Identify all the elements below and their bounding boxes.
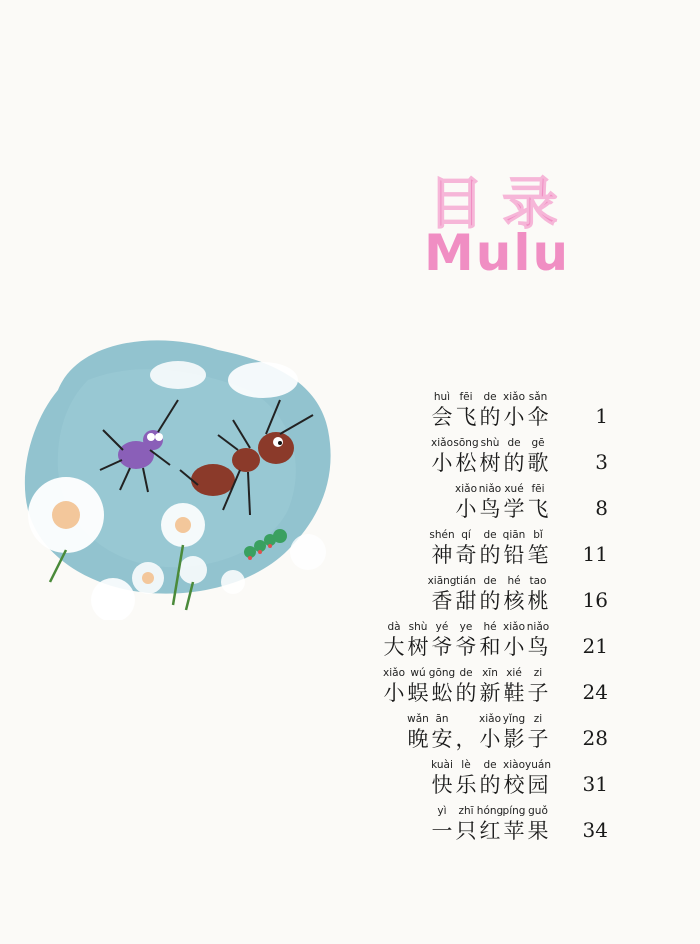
- hanzi: 小: [503, 405, 525, 429]
- title-character: [406, 712, 430, 752]
- hanzi: 学: [503, 497, 525, 521]
- pinyin: yuán: [525, 759, 551, 771]
- title-character: [430, 390, 454, 430]
- pinyin: de: [483, 391, 497, 403]
- pinyin: qiān: [502, 529, 526, 541]
- page-number: 11: [582, 542, 608, 566]
- title-character: [430, 528, 454, 568]
- toc-entry-title: [427, 574, 550, 614]
- pinyin: shén: [429, 529, 455, 541]
- title-character: [430, 712, 454, 752]
- toc-entry[interactable]: [0, 620, 700, 666]
- hanzi: 鸟: [479, 497, 501, 521]
- hanzi: 奇: [455, 543, 477, 567]
- pinyin: sǎn: [528, 391, 548, 403]
- hanzi: 飞: [455, 405, 477, 429]
- pinyin: xiǎo: [479, 713, 501, 725]
- pinyin: yì: [437, 805, 447, 817]
- pinyin: wǎn: [407, 713, 429, 725]
- toc-entry-title: [406, 712, 550, 752]
- title-character: [526, 666, 550, 706]
- pinyin: xiào: [503, 759, 525, 771]
- title-character: [478, 528, 502, 568]
- hanzi: 的: [479, 589, 501, 613]
- toc-entry[interactable]: [0, 758, 700, 804]
- hanzi: 桃: [527, 589, 549, 613]
- pinyin: ye: [459, 621, 473, 633]
- title-character: [526, 620, 550, 660]
- pinyin: yǐng: [502, 713, 526, 725]
- hanzi: 苹: [503, 819, 525, 843]
- pinyin: niǎo: [478, 483, 502, 495]
- title-character: [454, 390, 478, 430]
- hanzi: 的: [503, 451, 525, 475]
- hanzi: 爷: [431, 635, 453, 659]
- pinyin: xiǎo: [383, 667, 405, 679]
- title-character: [478, 574, 502, 614]
- title-character: [430, 436, 454, 476]
- hanzi: 飞: [527, 497, 549, 521]
- pinyin: xué: [504, 483, 524, 495]
- hanzi: 一: [431, 819, 453, 843]
- pinyin: de: [483, 759, 497, 771]
- title-character: [502, 712, 526, 752]
- page-number: 3: [595, 450, 608, 474]
- pinyin: zhī: [458, 805, 474, 817]
- title-character: [454, 804, 478, 844]
- page-number: 8: [595, 496, 608, 520]
- hanzi: 快: [431, 773, 453, 797]
- title-character: [478, 482, 502, 522]
- toc-entry[interactable]: [0, 712, 700, 758]
- title-character: [430, 620, 454, 660]
- hanzi: 的: [455, 681, 477, 705]
- title-character: [382, 666, 406, 706]
- hanzi: ，: [455, 727, 477, 751]
- hanzi: 小: [431, 451, 453, 475]
- toc-entry[interactable]: [0, 436, 700, 482]
- title-character: [526, 436, 550, 476]
- title-character: [502, 436, 526, 476]
- pinyin: xiǎo: [431, 437, 453, 449]
- title-character: [454, 758, 478, 798]
- pinyin: shù: [480, 437, 500, 449]
- hanzi: 鸟: [527, 635, 549, 659]
- pinyin: xīn: [482, 667, 498, 679]
- pinyin: xiǎo: [455, 483, 477, 495]
- title-character: [430, 666, 454, 706]
- hanzi: 会: [431, 405, 453, 429]
- toc-entry[interactable]: [0, 804, 700, 850]
- hanzi: 核: [503, 589, 525, 613]
- hanzi: 晚: [407, 727, 429, 751]
- title-character: [478, 712, 502, 752]
- title-character: [478, 620, 502, 660]
- hanzi: 小: [479, 727, 501, 751]
- hanzi: 歌: [527, 451, 549, 475]
- title-character: [454, 482, 478, 522]
- hanzi: 果: [527, 819, 549, 843]
- page-number: 31: [582, 772, 608, 796]
- hanzi: 的: [479, 773, 501, 797]
- pinyin: shù: [408, 621, 428, 633]
- toc-entry-title: [382, 620, 550, 660]
- hanzi: 新: [479, 681, 501, 705]
- pinyin: wú: [410, 667, 426, 679]
- title-character: [478, 804, 502, 844]
- pinyin: zi: [533, 713, 543, 725]
- toc-entry-title: [430, 804, 550, 844]
- hanzi: 笔: [527, 543, 549, 567]
- toc-entry[interactable]: [0, 574, 700, 620]
- title-character: [406, 666, 430, 706]
- title-character: [454, 712, 478, 752]
- title-character: [430, 804, 454, 844]
- toc-entry[interactable]: [0, 666, 700, 712]
- hanzi: 只: [455, 819, 477, 843]
- pinyin: tao: [529, 575, 547, 587]
- hanzi: 香: [431, 589, 453, 613]
- title-character: [454, 620, 478, 660]
- hanzi: 松: [455, 451, 477, 475]
- hanzi: 校: [503, 773, 525, 797]
- hanzi: 树: [407, 635, 429, 659]
- title-character: [526, 758, 550, 798]
- page-number: 1: [595, 404, 608, 428]
- pinyin: hóng: [476, 805, 504, 817]
- pinyin: de: [483, 529, 497, 541]
- pinyin: gē: [531, 437, 545, 449]
- hanzi: 鞋: [503, 681, 525, 705]
- pinyin: de: [483, 575, 497, 587]
- page-number: 24: [582, 680, 608, 704]
- toc-entry[interactable]: [0, 390, 700, 436]
- contents-title: 目录: [428, 172, 576, 237]
- pinyin: huì: [433, 391, 451, 403]
- title-character: [502, 574, 526, 614]
- hanzi: 的: [479, 543, 501, 567]
- pinyin: yé: [435, 621, 449, 633]
- pinyin: guǒ: [528, 805, 548, 817]
- pinyin: de: [507, 437, 521, 449]
- title-character: [382, 620, 406, 660]
- title-character: [430, 758, 454, 798]
- hanzi: 子: [527, 727, 549, 751]
- toc-entry-title: [430, 758, 550, 798]
- hanzi: 小: [383, 681, 405, 705]
- pinyin: fēi: [459, 391, 473, 403]
- pinyin: hé: [507, 575, 521, 587]
- toc-entry-title: [430, 436, 550, 476]
- pinyin: niǎo: [526, 621, 550, 633]
- title-character: [454, 666, 478, 706]
- page-number: 21: [582, 634, 608, 658]
- title-character: [478, 758, 502, 798]
- pinyin: dà: [387, 621, 401, 633]
- pinyin: xiǎo: [503, 391, 525, 403]
- hanzi: 子: [527, 681, 549, 705]
- toc-entry[interactable]: [0, 528, 700, 574]
- pinyin: kuài: [431, 759, 453, 771]
- pinyin: de: [459, 667, 473, 679]
- pinyin: fēi: [531, 483, 545, 495]
- hanzi: 红: [479, 819, 501, 843]
- hanzi: 大: [383, 635, 405, 659]
- hanzi: 伞: [527, 405, 549, 429]
- contents-title-pinyin: Mulu: [424, 224, 571, 282]
- title-character: [427, 574, 457, 614]
- title-character: [526, 528, 550, 568]
- title-character: [502, 482, 526, 522]
- hanzi: 铅: [503, 543, 525, 567]
- title-character: [526, 712, 550, 752]
- title-character: [406, 620, 430, 660]
- hanzi: 的: [479, 405, 501, 429]
- pinyin: bǐ: [533, 529, 543, 541]
- pinyin: xiǎo: [503, 621, 525, 633]
- title-character: [502, 528, 526, 568]
- hanzi: 蜈: [407, 681, 429, 705]
- title-character: [478, 666, 502, 706]
- toc-entry-title: [454, 482, 550, 522]
- title-character: [526, 390, 550, 430]
- title-character: [454, 436, 478, 476]
- title-character: [454, 574, 478, 614]
- title-character: [526, 804, 550, 844]
- toc-entry-title: [430, 528, 550, 568]
- pinyin: xié: [506, 667, 522, 679]
- title-character: [502, 758, 526, 798]
- pinyin: lè: [461, 759, 471, 771]
- pinyin: xiāng: [427, 575, 457, 587]
- title-character: [502, 804, 526, 844]
- hanzi: 小: [455, 497, 477, 521]
- hanzi: 影: [503, 727, 525, 751]
- toc-entry-title: [430, 390, 550, 430]
- toc-entry[interactable]: [0, 482, 700, 528]
- pinyin: ān: [435, 713, 449, 725]
- hanzi: 树: [479, 451, 501, 475]
- hanzi: 园: [527, 773, 549, 797]
- toc-entry-title: [382, 666, 550, 706]
- hanzi: 神: [431, 543, 453, 567]
- title-character: [502, 620, 526, 660]
- hanzi: 蚣: [431, 681, 453, 705]
- title-character: [526, 574, 550, 614]
- hanzi: 乐: [455, 773, 477, 797]
- pinyin: qí: [461, 529, 471, 541]
- title-character: [454, 528, 478, 568]
- page-number: 28: [582, 726, 608, 750]
- pinyin: píng: [502, 805, 526, 817]
- page-number: 16: [582, 588, 608, 612]
- title-character: [478, 390, 502, 430]
- hanzi: 小: [503, 635, 525, 659]
- page-number: 34: [582, 818, 608, 842]
- hanzi: 安: [431, 727, 453, 751]
- title-character: [502, 666, 526, 706]
- pinyin: zi: [533, 667, 543, 679]
- hanzi: 爷: [455, 635, 477, 659]
- pinyin: sōng: [453, 437, 479, 449]
- title-character: [478, 436, 502, 476]
- hanzi: 和: [479, 635, 501, 659]
- pinyin: hé: [483, 621, 497, 633]
- title-character: [502, 390, 526, 430]
- title-character: [526, 482, 550, 522]
- pinyin: tián: [455, 575, 477, 587]
- hanzi: 甜: [455, 589, 477, 613]
- pinyin: gōng: [428, 667, 456, 679]
